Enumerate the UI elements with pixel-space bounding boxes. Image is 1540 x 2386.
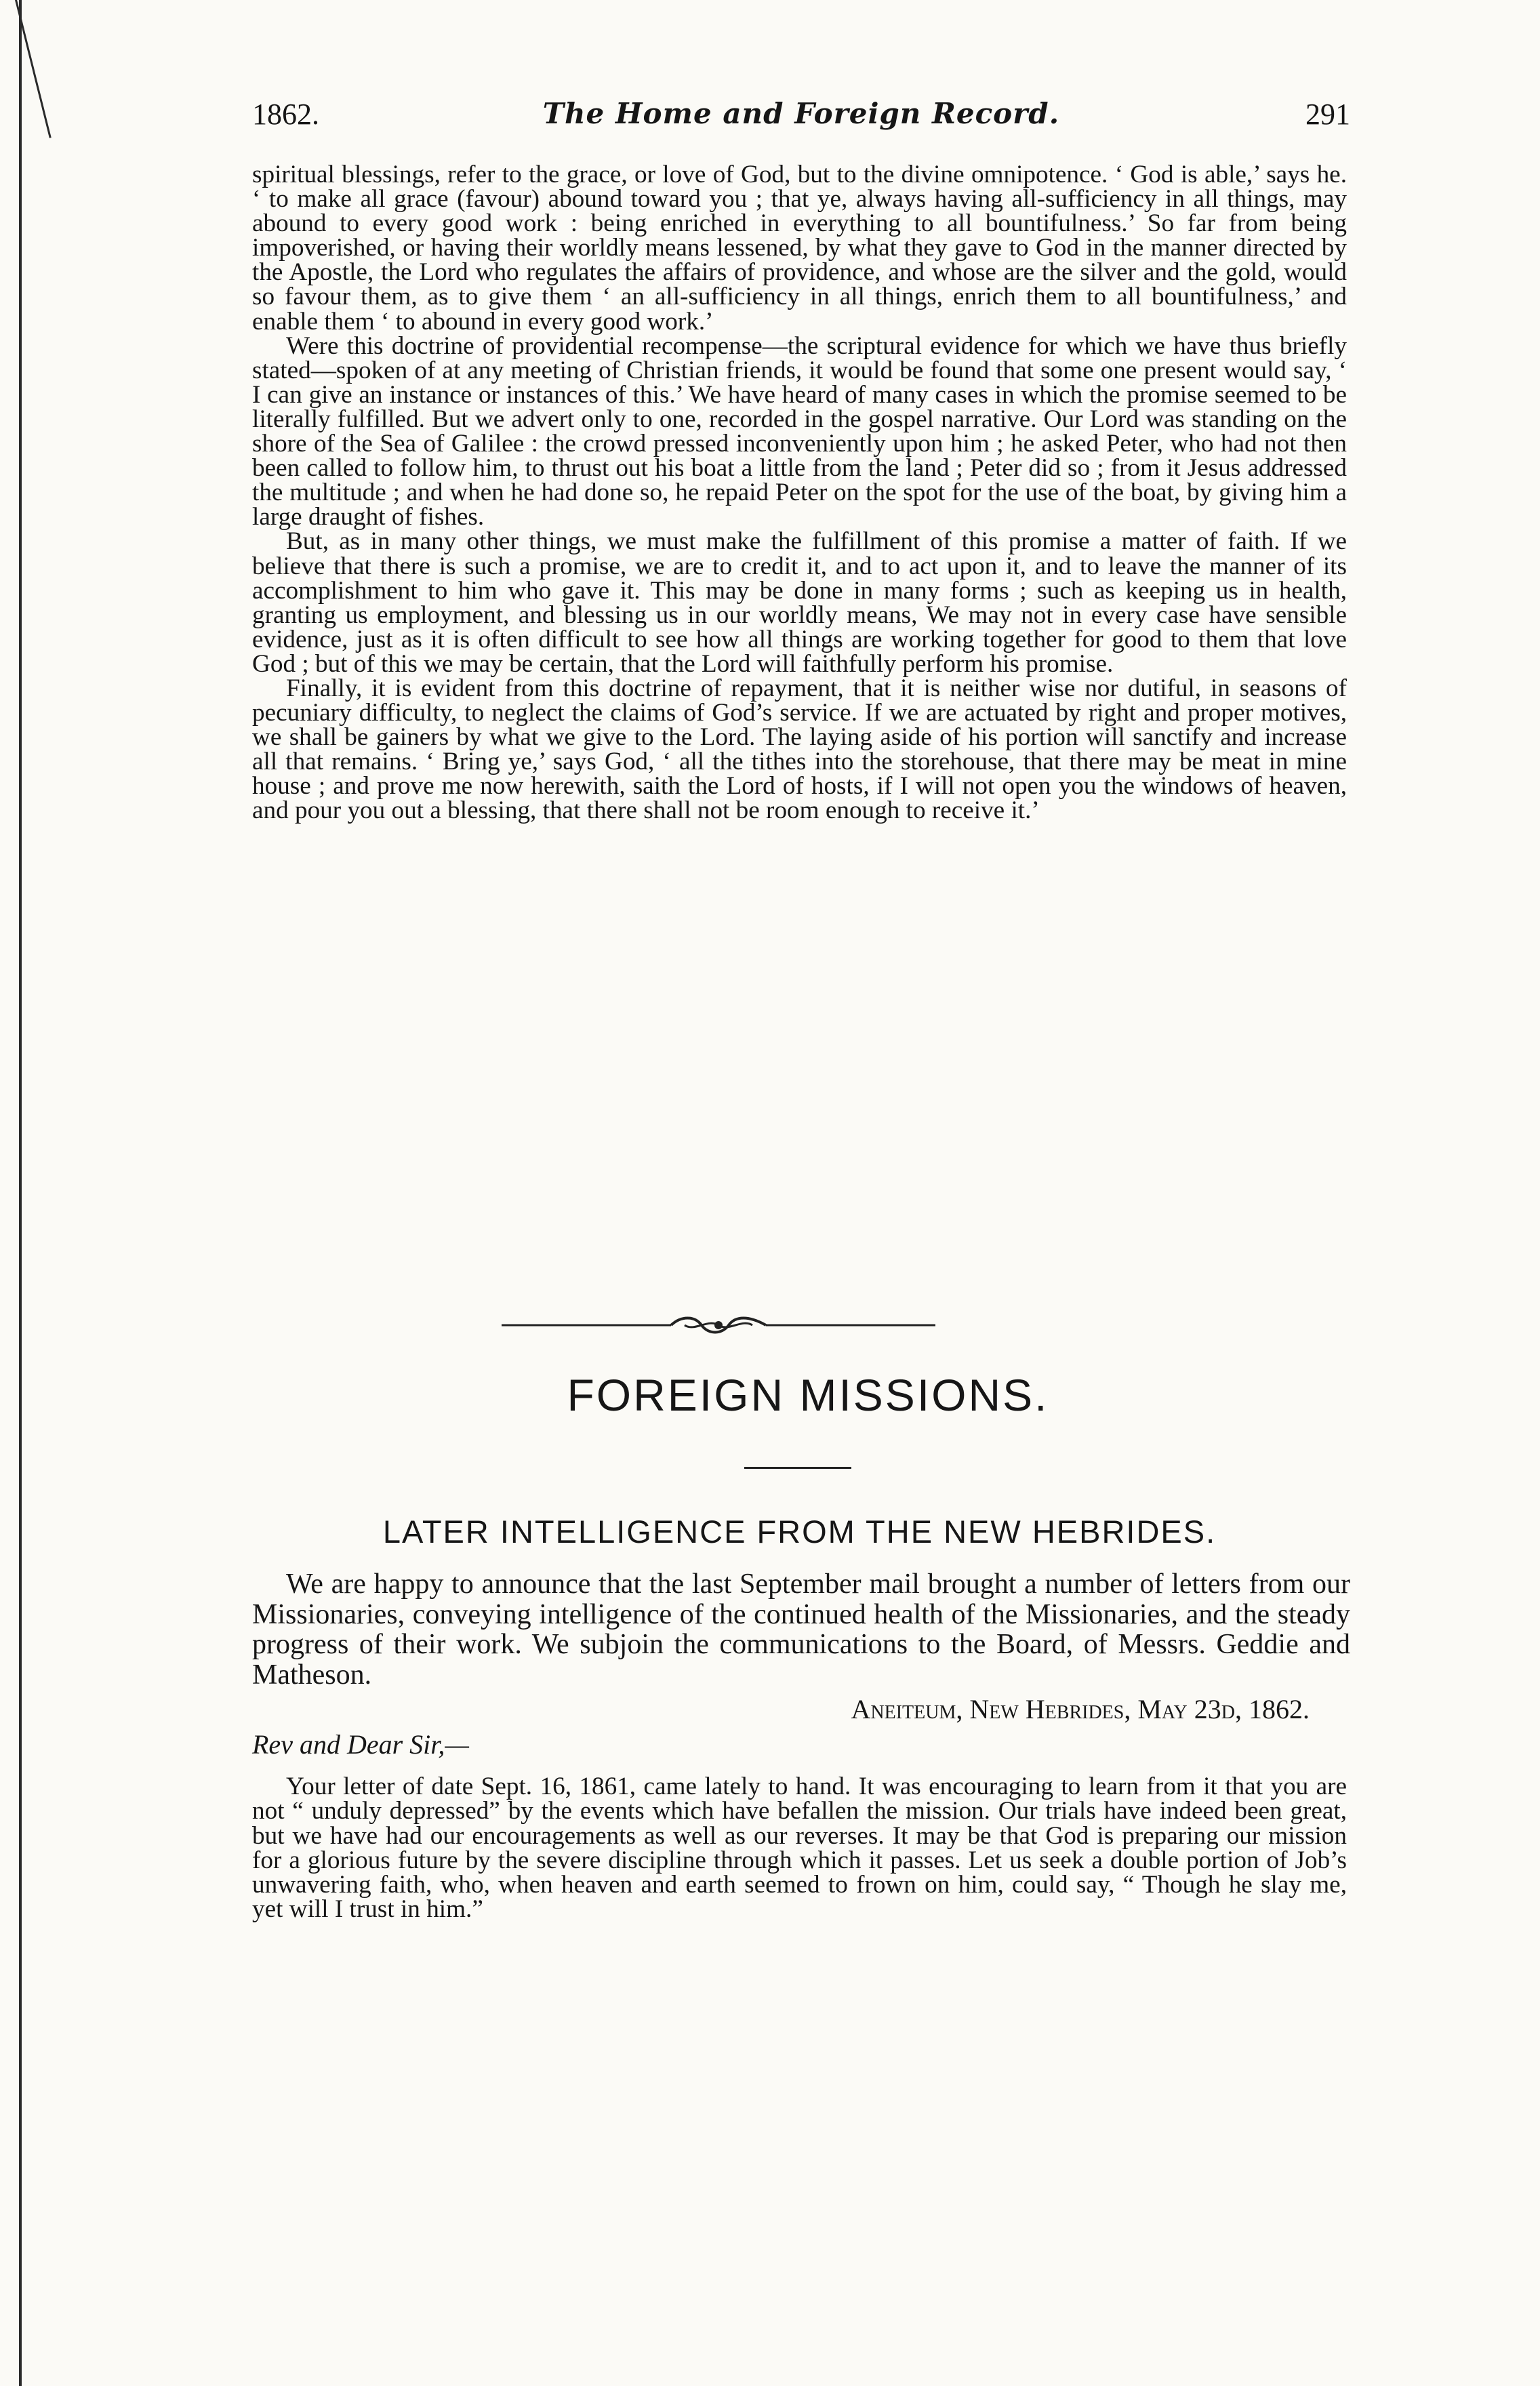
- header-year: 1862.: [252, 98, 319, 131]
- letter-body: [252, 1775, 1347, 1922]
- section-title: FOREIGN MISSIONS.: [567, 1370, 1049, 1420]
- continued-article: [252, 163, 1347, 824]
- title-rule: [744, 1467, 851, 1469]
- article-paragraph: spiritual blessings, refer to the grace, or love of God, but to the divine omnipotence. ‘ God is able,’ says he. ‘ to make all grace (favour) abound toward you ; that ye, always having all-sufficiency in all things, may abound to every good work : being enriched in everything to all bountifulness.’ So far from being impoverished, or having their worldly means lessened, by what they gave to God in the manner directed by the Apostle, the Lord who regulates the affairs of providence, and whose are the silver and the gold, would so favour them, as to give them ‘ an all-sufficiency in all things, enrich them to all bountifulness,’ and enable them ‘ to abound in every good work.’: [252, 161, 1347, 336]
- running-header: [252, 97, 1350, 138]
- section-intro: [252, 1569, 1350, 1690]
- letter-salutation: Rev and Dear Sir,—: [252, 1729, 469, 1760]
- article-paragraph: Finally, it is evident from this doctrine of repayment, that it is neither wise nor dutiful, in seasons of pecuniary difficulty, to neglect the claims of God’s service. If we are actuated by right and proper motives, we shall be gainers by what we give to the Lord. The laying aside of his portion will sanctify and increase all that remains. ‘ Bring ye,’ says God, ‘ all the tithes into the storehouse, that there may be meat in mine house ; and prove me now herewith, saith the Lord of hosts, if I will not open you the windows of heaven, and pour you out a blessing, that there shall not be room enough to receive it.’: [252, 674, 1347, 825]
- header-title: The Home and Foreign Record.: [542, 97, 1060, 130]
- decorative-divider: [502, 1312, 935, 1339]
- article-paragraph: But, as in many other things, we must make the fulfillment of this promise a matter of faith. If we believe that there is such a promise, we are to credit it, and to act upon it, and to leave the manner of its accomplishment to him who gave it. This may be done in many forms ; such as keeping us in health, granting us employment, and blessing us in our worldly means, We may not in every case have sensible evidence, just as it is often difficult to see how all things are working together for good to them that love God ; but of this we may be certain, that the Lord will faithfully perform his promise.: [252, 527, 1347, 678]
- page-number: 291: [1305, 98, 1350, 131]
- section-subtitle: LATER INTELLIGENCE FROM THE NEW HEBRIDES.: [382, 1514, 1217, 1550]
- page-binding-edge: [19, 0, 22, 2386]
- letter-dateline: Aneiteum, New Hebrides, May 23d, 1862.: [851, 1694, 1310, 1724]
- article-paragraph: Were this doctrine of providential recompense—the scriptural evidence for which we have thus briefly stated—spoken of at any meeting of Christian friends, it would be found that some one present would say, ‘ I can give an instance or instances of this.’ We have heard of many cases in which the promise seemed to be literally fulfilled. But we advert only to one, recorded in the gospel narrative. Our Lord was standing on the shore of the Sea of Galilee : the crowd pressed inconveniently upon him ; he asked Peter, who had not then been called to follow him, to thrust out his boat a little from the land ; Peter did so ; from it Jesus addressed the multitude ; and when he had done so, he repaid Peter on the spot for the use of the boat, by giving him a large draught of fishes.: [252, 331, 1347, 531]
- intro-paragraph: We are happy to announce that the last September mail brought a number of letters from our Missionaries, conveying intelligence of the continued health of the Missionaries, and the steady progress of their work. We subjoin the communications to the Board, of Messrs. Geddie and Matheson.: [252, 1569, 1350, 1691]
- letter-paragraph: Your letter of date Sept. 16, 1861, came lately to hand. It was encouraging to learn from it that you are not “ unduly depressed” by the events which have befallen the mission. Our trials have indeed been great, but we have had our encouragements as well as our reverses. It may be that God is preparing our mission for a glorious future by the severe discipline through which it passes. Let us seek a double portion of Job’s unwavering faith, who, when heaven and earth seemed to frown on him, could say, “ Though he slay me, yet will I trust in him.”: [252, 1773, 1347, 1924]
